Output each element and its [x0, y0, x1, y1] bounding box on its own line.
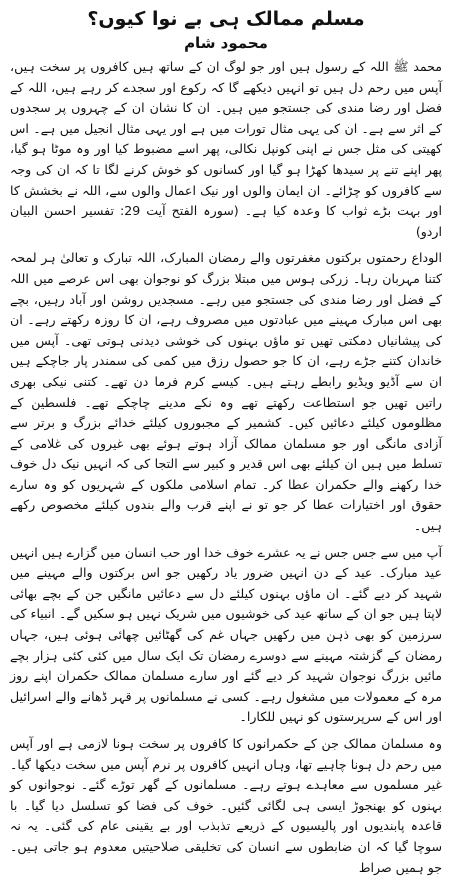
article-paragraph-3: آپ میں سے جس جس نے یہ عشرے خوف خدا اور حب انسان میں گزارے ہیں انہیں عید مبارک۔ عید کے دن انہیں ضرور یاد رکھیں جو اس برکتوں والے مہینے میں شہید کر دیے گئے۔ ان ماؤں بہنوں کیلئے دل سے دعائیں مانگیں جن کے بچے بھائی لاپتا ہیں جو ان کے ساتھ عید کی خوشیوں میں شریک نہیں ہو سکیں گے۔ انبیاء کی سرزمین کو بھی ذہن میں رکھیں جہاں غم کی گھٹائیں چھائی ہوئی ہیں، جہاں رمضان کے گزشتہ مہینے سے دوسرے رمضان تک ایک سال میں کئی کئی ہزار بچے مائیں بزرگ نوجوان شہید کر دیے گئے اور سارے مسلمان ممالک حکمران اپنے روز مرہ کے معمولات میں مشغول رہے۔ کسی نے مسلمانوں پر قہر ڈھانے والے اسرائیل اور اس کے سرپرستوں کو نہیں للکارا۔	[10, 544, 442, 725]
article-author: محمود شام	[184, 34, 268, 52]
article-paragraph-1: محمد ﷺ اللہ کے رسول ہیں اور جو لوگ ان کے ساتھ ہیں کافروں پر سخت ہیں، آپس میں رحم دل ہیں تو انہیں دیکھے گا کہ رکوع اور سجدے کر رہے ہیں، اللہ کے فضل اور رضا مندی کی جستجو میں ہیں۔ ان کا نشان ان کے چہروں پر سجدوں کے اثر سے ہے۔ ان کی یہی مثال تورات میں ہے اور یہی مثال انجیل میں ہے۔ اس کھیتی کی مثل جس نے اپنی کونپل نکالی، پھر اسے مضبوط کیا اور وہ موٹا ہو گیا، پھر اپنے تنے پر سیدھا کھڑا ہو گیا اور کسانوں کو خوش کرنے لگا تا کہ ان کی وجہ سے کافروں کو چڑائے۔ ان ایمان والوں اور نیک اعمال والوں سے، اللہ نے بخشش کا اور بہت بڑے ثواب کا وعدہ کیا ہے۔ (سورہ الفتح آیت 29: تفسیر احسن البیان اردو)	[10, 59, 442, 239]
article-paragraph-2: الوداع رحمتوں برکتوں مغفرتوں والے رمضان المبارک، اللہ تبارک و تعالیٰ ہر لمحہ کتنا مہربان رہا۔ زرکی ہوس میں مبتلا بزرگ کو نوجوان بھی اس عرصے میں اللہ کے فضل اور رضا مندی کی جستجو میں رہے۔ مسجدیں روشن اور آباد رہیں، بچے بھی اس مبارک مہینے میں عبادتوں میں مصروف رہے، ان کا روزہ رکھتے رہے۔ ان کی پیشانیاں دمکتی تھیں تو ماؤں بہنوں کی خوشی دیدنی ہوتی تھی۔ آپس میں خاندان کتنے جڑے رہے، ان کا جو حصول رزق میں کمی کی سمندر پار جاچکے ہیں ان سے آڈیو ویڈیو رابطے رہتے ہیں۔ کیسے کرم فرما دن تھے۔ کتنی نیکی بھری راتیں تھیں جو استطاعت رکھتے تھے وہ نکے مدینے چاچکے تھے۔ فلسطین کے مظلوموں کیلئے دعائیں کیں۔ کشمیر کے مجبوروں کیلئے خدائے بزرگ و برتر سے آزادی مانگی اور جو مسلمان ممالک آزاد ہوتے ہوئے بھی غیروں کی غلامی کے تسلط میں ہیں ان کیلئے بھی اس قدیر و کبیر سے التجا کی کہ انہیں نیک دل خوف خدا رکھنے والے حکمران عطا کر۔ تمام اسلامی ملکوں کے شہریوں کو وہ سارے حقوق اور اختیارات عطا کر جو تو نے اپنے قرب والے بندوں کیلئے مخصوص رکھے ہیں۔	[10, 250, 442, 534]
article-paragraph-4: وہ مسلمان ممالک جن کے حکمرانوں کا کافروں پر سخت ہونا لازمی ہے اور آپس میں رحم دل ہونا چاہیے تھا، وہاں انہیں کافروں پر نرم آپس میں سخت دیکھا گیا۔ غیر مسلموں سے معاہدے ہوتے رہے۔ مسلمانوں کے گھر توڑے گئے۔ نوجوانوں کو بہنوں کو بھنجوڑ ایسی ہی لگائی گئیں۔ خوف کی فضا کو تسلسل دیا گیا۔ با قاعدہ پابندیوں اور پالیسیوں کے ذریعے تذبذب اور بے یقینی عام کی گئی۔ یہ نہ سوچا گیا کہ ان ضابطوں سے انسان کی تخلیقی صلاحیتیں معدوم ہو جاتی ہیں۔ جو ہمیں صراط	[10, 736, 442, 875]
article-body	[10, 57, 442, 878]
article-title: مسلم ممالک ہی بے نوا کیوں؟	[87, 8, 365, 30]
